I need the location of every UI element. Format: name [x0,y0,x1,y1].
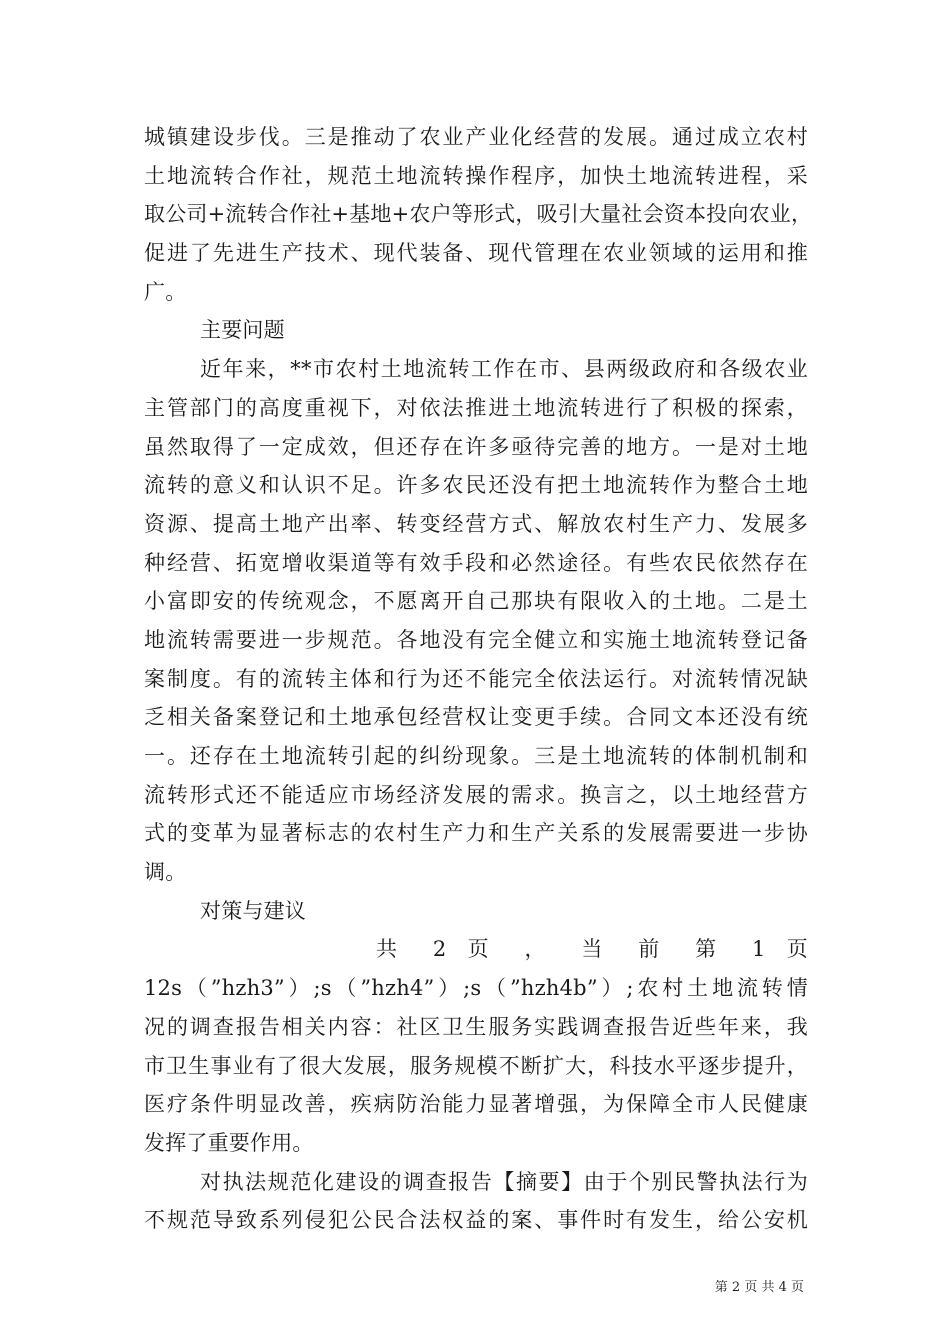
text-line: 种经营、拓宽增收渠道等有效手段和必然途径。有些农民依然存在 [144,550,808,575]
text-line: 市卫生事业有了很大发展，服务规模不断扩大，科技水平逐步提升， [144,1053,808,1078]
page-footer-number: 第 2 页 共 4 页 [714,1280,804,1295]
text-line: 12s（”hzh3”）;s（”hzh4”）;s（”hzh4b”）;农村土地流转情 [144,976,808,1001]
text-line: 乏相关备案登记和土地承包经营权让变更手续。合同文本还没有统 [144,705,808,730]
text-line: 小富即安的传统观念，不愿离开自己那块有限收入的土地。二是土 [144,589,808,614]
text-line: 地流转需要进一步规范。各地没有完全健立和实施土地流转登记备 [144,627,808,652]
text-line: 取公司+流转合作社+基地+农户等形式，吸引大量社会资本投向农业， [144,202,813,227]
text-line: 城镇建设步伐。三是推动了农业产业化经营的发展。通过成立农村 [144,125,808,149]
text-line: 案制度。有的流转主体和行为还不能完全依法运行。对流转情况缺 [144,666,808,691]
text-line: 调。 [144,860,187,885]
text-line: 主管部门的高度重视下，对依法推进土地流转进行了积极的探索， [144,395,808,420]
section-heading-countermeasures: 对策与建议 [200,898,306,923]
text-line: 不规范导致系列侵犯公民合法权益的案、事件时有发生，给公安机 [144,1208,808,1233]
text-line: 近年来，**市农村土地流转工作在市、县两级政府和各级农业 [200,357,808,382]
text-line: 土地流转合作社，规范土地流转操作程序，加快土地流转进程，采 [144,163,808,188]
text-line: 医疗条件明显改善，疾病防治能力显著增强，为保障全市人民健康 [144,1092,808,1117]
text-line: 一。还存在土地流转引起的纠纷现象。三是土地流转的体制机制和 [144,744,808,768]
section-heading-main-issues: 主要问题 [200,318,285,343]
text-line: 对执法规范化建设的调查报告【摘要】由于个别民警执法行为 [200,1169,808,1194]
text-line: 流转形式还不能适应市场经济发展的需求。换言之，以土地经营方 [144,782,808,807]
text-line: 况的调查报告相关内容：社区卫生服务实践调查报告近些年来，我 [144,1014,808,1039]
text-line: 广。 [144,279,187,304]
text-line: 资源、提高土地产出率、转变经营方式、解放农村生产力、发展多 [144,511,808,536]
text-line: 式的变革为显著标志的农村生产力和生产关系的发展需要进一步协 [144,821,808,846]
inline-page-indicator: 共 2 页 ， 当 前 第 1 页 [376,937,808,962]
text-line: 促进了先进生产技术、现代装备、现代管理在农业领域的运用和推 [144,241,808,266]
text-line: 发挥了重要作用。 [144,1130,314,1155]
text-line: 流转的意义和认识不足。许多农民还没有把土地流转作为整合土地 [144,473,808,498]
text-line: 虽然取得了一定成效，但还存在许多亟待完善的地方。一是对土地 [144,434,808,459]
document-body [144,118,813,1240]
